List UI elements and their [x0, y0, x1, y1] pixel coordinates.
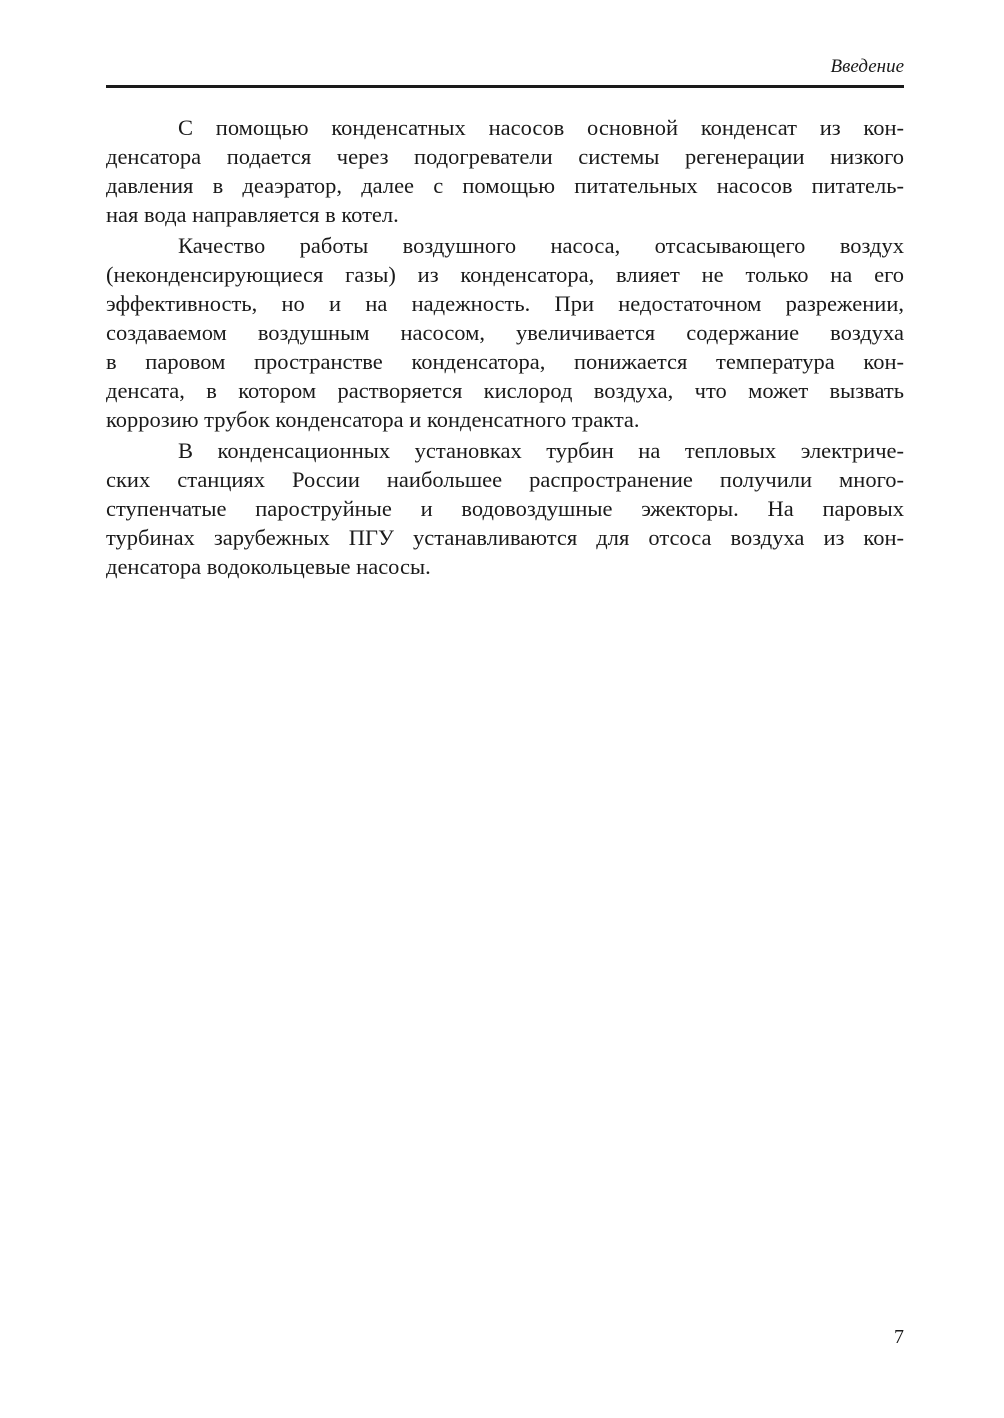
text-line: денсатора водокольцевые насосы.: [106, 554, 431, 579]
text-line: турбинах зарубежных ПГУ устанавливаются для отсоса воздуха из кон-: [106, 525, 904, 550]
paragraph: [106, 113, 904, 229]
text-line: в паровом пространстве конденсатора, понижается температура кон-: [106, 349, 904, 374]
body-text: [106, 113, 904, 581]
header-rule: [106, 85, 904, 88]
text-line: эффективность, но и на надежность. При недостаточном разрежении,: [106, 291, 904, 316]
text-line: (неконденсирующиеся газы) из конденсатора, влияет не только на его: [106, 262, 904, 287]
text-line: В конденсационных установках турбин на тепловых электриче-: [178, 438, 904, 463]
page-number: 7: [894, 1326, 904, 1348]
text-line: коррозию трубок конденсатора и конденсатного тракта.: [106, 407, 640, 432]
paragraph: [106, 231, 904, 434]
text-line: денсата, в котором растворяется кислород воздуха, что может вызвать: [106, 378, 904, 403]
text-line: ная вода направляется в котел.: [106, 202, 399, 227]
running-head: Введение: [830, 56, 904, 77]
text-line: Качество работы воздушного насоса, отсасывающего воздух: [178, 233, 904, 258]
text-line: денсатора подается через подогреватели системы регенерации низкого: [106, 144, 904, 169]
text-line: ступенчатые пароструйные и водовоздушные эжекторы. На паровых: [106, 496, 904, 521]
text-line: С помощью конденсатных насосов основной конденсат из кон-: [178, 115, 904, 140]
text-line: ских станциях России наибольшее распространение получили много-: [106, 467, 904, 492]
paragraph: [106, 436, 904, 581]
text-line: давления в деаэратор, далее с помощью питательных насосов питатель-: [106, 173, 904, 198]
text-line: создаваемом воздушным насосом, увеличивается содержание воздуха: [106, 320, 904, 345]
